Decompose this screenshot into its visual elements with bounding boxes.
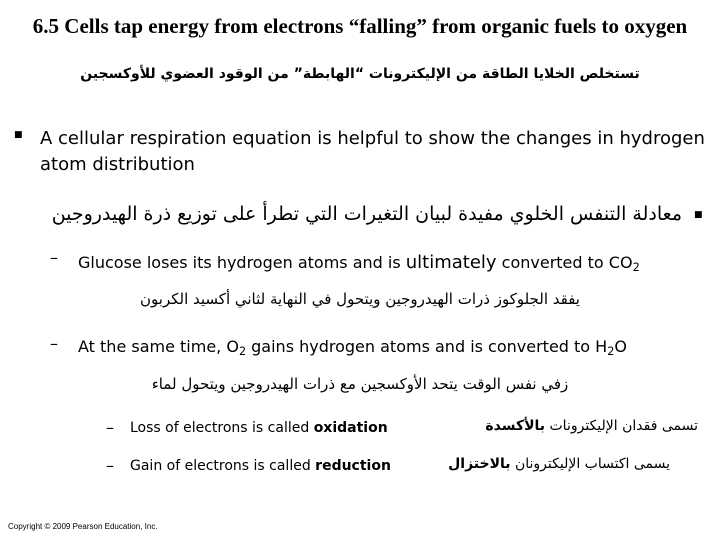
reduction-text-arabic: يسمى اكتساب الإليكترونان bbox=[510, 456, 670, 472]
copyright-notice: Copyright © 2009 Pearson Education, Inc. bbox=[8, 522, 158, 531]
oxidation-line-arabic bbox=[485, 418, 698, 434]
oxidation-term-arabic: بالأكسدة bbox=[485, 418, 546, 434]
reduction-term-arabic: بالاختزال bbox=[448, 456, 511, 472]
oxygen-sub-b: 2 bbox=[607, 344, 615, 358]
glucose-text-after: converted to CO bbox=[496, 253, 633, 272]
glucose-subscript: 2 bbox=[632, 260, 640, 274]
oxidation-term: oxidation bbox=[313, 420, 388, 436]
glucose-text-before: Glucose loses its hydrogen atoms and is bbox=[78, 253, 406, 272]
reduction-line bbox=[130, 458, 391, 474]
dash-bullet-icon: – bbox=[106, 456, 114, 475]
bullet-cellular-respiration-arabic: معادلة التنفس الخلوي مفيدة لبيان التغيرات التي تطرأ على توزيع ذرة الهيدروجين bbox=[51, 203, 682, 225]
dash-bullet-icon: – bbox=[50, 248, 58, 267]
glucose-line bbox=[78, 252, 640, 274]
reduction-term: reduction bbox=[315, 458, 391, 474]
square-bullet-icon: ■ bbox=[694, 210, 703, 220]
square-bullet-icon: ■ bbox=[14, 130, 23, 140]
dash-bullet-icon: – bbox=[106, 418, 114, 437]
glucose-line-arabic: يفقد الجلوكوز ذرات الهيدروجين ويتحول في النهاية لثاني أكسيد الكربون bbox=[140, 290, 580, 308]
oxygen-text-a: At the same time, O bbox=[78, 337, 239, 356]
slide-title: 6.5 Cells tap energy from electrons “falling” from organic fuels to oxygen bbox=[32, 14, 688, 38]
oxygen-sub-a: 2 bbox=[238, 344, 247, 358]
dash-bullet-icon: – bbox=[50, 334, 58, 353]
reduction-line-arabic bbox=[448, 456, 670, 472]
oxidation-text: Loss of electrons is called bbox=[130, 420, 314, 436]
bullet-cellular-respiration: A cellular respiration equation is helpful to show the changes in hydrogen atom distribution bbox=[40, 128, 705, 175]
oxidation-line bbox=[130, 420, 388, 436]
oxidation-text-arabic: تسمى فقدان الإليكترونات bbox=[545, 418, 698, 434]
glucose-emphasis: ultimately bbox=[405, 252, 497, 273]
slide-subtitle-arabic: تستخلص الخلايا الطاقة من الإليكترونات “الهابطة” من الوقود العضوي للأوكسجين bbox=[80, 66, 640, 82]
oxygen-line bbox=[78, 337, 627, 358]
oxygen-line-arabic: زفي نفس الوقت يتحد الأوكسجين مع ذرات الهيدروجين ويتحول لماء bbox=[151, 375, 569, 393]
oxygen-text-c: O bbox=[614, 337, 627, 356]
reduction-text: Gain of electrons is called bbox=[130, 458, 316, 474]
oxygen-text-b: gains hydrogen atoms and is converted to H bbox=[246, 337, 608, 356]
